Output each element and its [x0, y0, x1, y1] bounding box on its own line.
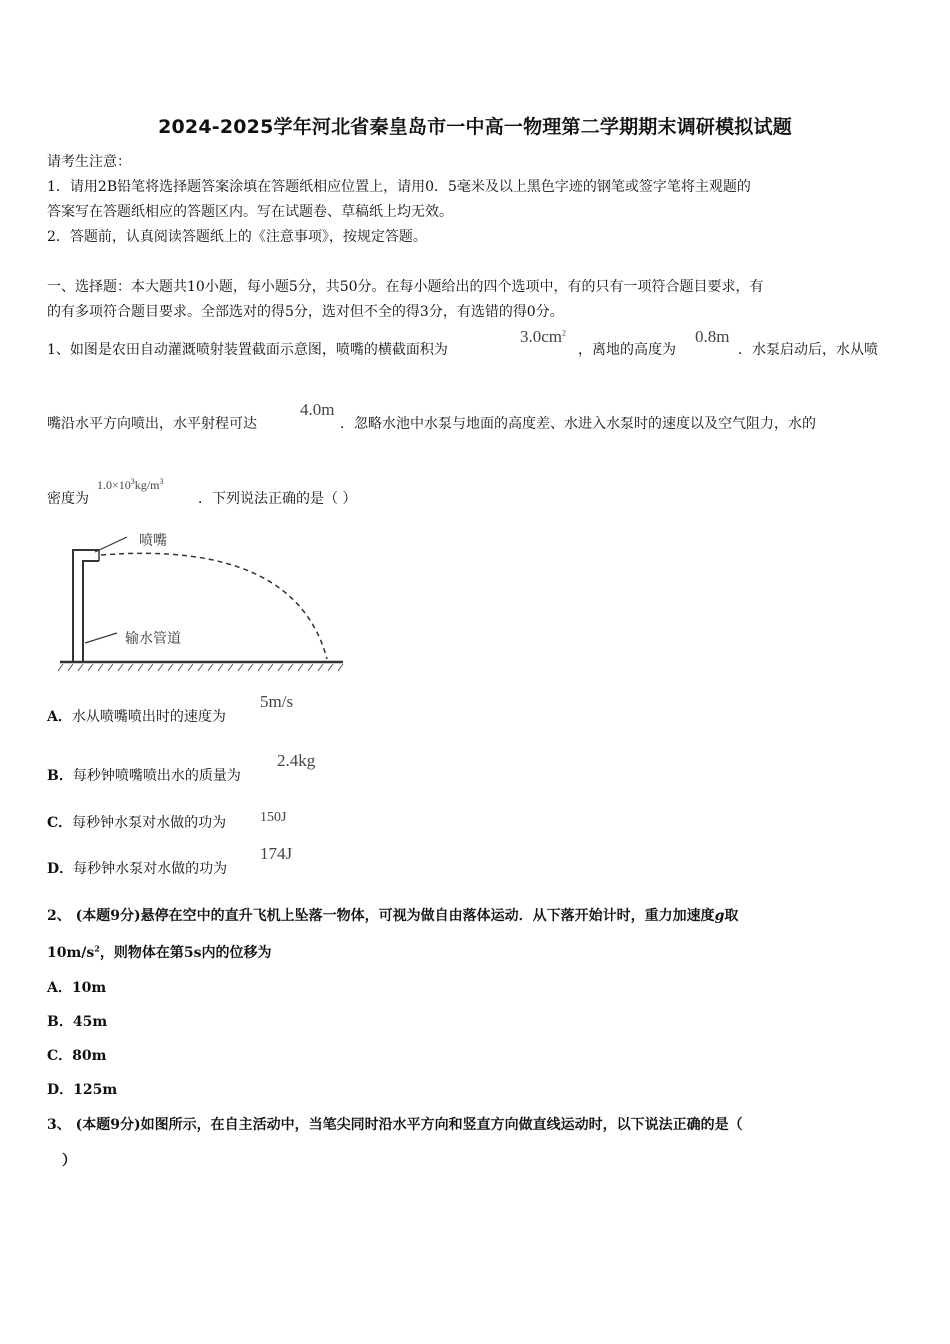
q1-height-value: 0.8m [695, 327, 730, 346]
q2-line-1: 2、 (本题9分)悬停在空中的直升飞机上坠落一物体，可视为做自由落体运动．从下落开始计时，重力加速度g取 [47, 908, 739, 924]
nozzle-label: 喷嘴 [139, 533, 167, 549]
ground-hatching [58, 664, 343, 671]
notice-line-1b: 答案写在答题纸相应的答题区内。写在试题卷、草稿纸上均无效。 [47, 204, 453, 220]
notice-heading: 请考生注意： [47, 154, 131, 170]
q1-text-7: ．下列说法正确的是（ ） [198, 491, 357, 507]
q3-line-2: ） [62, 1153, 76, 1169]
q2-line-2: $10m/s^2$，则物体在第5s内的位移为 [47, 943, 272, 961]
q1-option-b: B．每秒钟喷嘴喷出水的质量为 [47, 768, 241, 784]
q2-option-a: A．10m [47, 980, 107, 996]
q1-text-4: 嘴沿水平方向喷出，水平射程可达 [47, 416, 257, 432]
q1-option-a: A．水从喷嘴喷出时的速度为 [47, 709, 226, 725]
pipe-outer [73, 550, 99, 662]
section-line-2: 的有多项符合题目要求。全部选对的得5分，选对但不全的得3分，有选错的得0分。 [47, 304, 564, 320]
q1-text-1: 1、如图是农田自动灌溉喷射装置截面示意图，喷嘴的横截面积为 [47, 342, 448, 358]
q1-area-value: $3.0cm^2$ [520, 327, 567, 346]
q2-option-c: C．80m [47, 1048, 107, 1064]
q2-option-b: B．45m [47, 1014, 108, 1030]
section-line-1: 一、选择题：本大题共10小题，每小题5分，共50分。在每小题给出的四个选项中，有的只有一项符合题目要求，有 [47, 279, 764, 295]
q1-text-5: ．忽略水池中水泵与地面的高度差、水进入水泵时的速度以及空气阻力，水的 [340, 416, 816, 432]
q1-text-3: ．水泵启动后，水从喷 [738, 342, 878, 358]
q1-option-a-value: 5m/s [260, 692, 294, 711]
q1-text-6: 密度为 [47, 491, 89, 507]
q1-text-2: ，离地的高度为 [578, 342, 676, 358]
nozzle-leader [95, 537, 127, 552]
q1-option-b-value: 2.4kg [277, 751, 316, 770]
pipe-label: 输水管道 [125, 631, 181, 647]
q1-option-d-value: 174J [260, 844, 293, 863]
page-title: 2024-2025学年河北省秦皇岛市一中高一物理第二学期期末调研模拟试题 [158, 116, 792, 138]
q1-option-c: C．每秒钟水泵对水做的功为 [47, 815, 227, 831]
notice-line-1: 1．请用2B铅笔将选择题答案涂填在答题纸相应位置上，请用0．5毫米及以上黑色字迹的钢笔或签字笔将主观题的 [47, 179, 751, 195]
irrigation-figure [55, 525, 350, 675]
q1-range-value: 4.0m [300, 400, 335, 419]
pipe-leader [85, 633, 117, 643]
notice-line-2: 2．答题前，认真阅读答题纸上的《注意事项》，按规定答题。 [47, 229, 427, 245]
q1-option-c-value: 150J [260, 810, 287, 825]
q2-option-d: D．125m [47, 1082, 118, 1098]
q1-density-value: $1.0\times 10^3kg/m^3$ [97, 477, 164, 492]
pipe-inner [83, 561, 99, 662]
q1-option-d: D．每秒钟水泵对水做的功为 [47, 861, 228, 877]
q3-line-1: 3、 (本题9分)如图所示，在自主活动中，当笔尖同时沿水平方向和竖直方向做直线运动时，以下说法正确的是（ [47, 1117, 743, 1133]
